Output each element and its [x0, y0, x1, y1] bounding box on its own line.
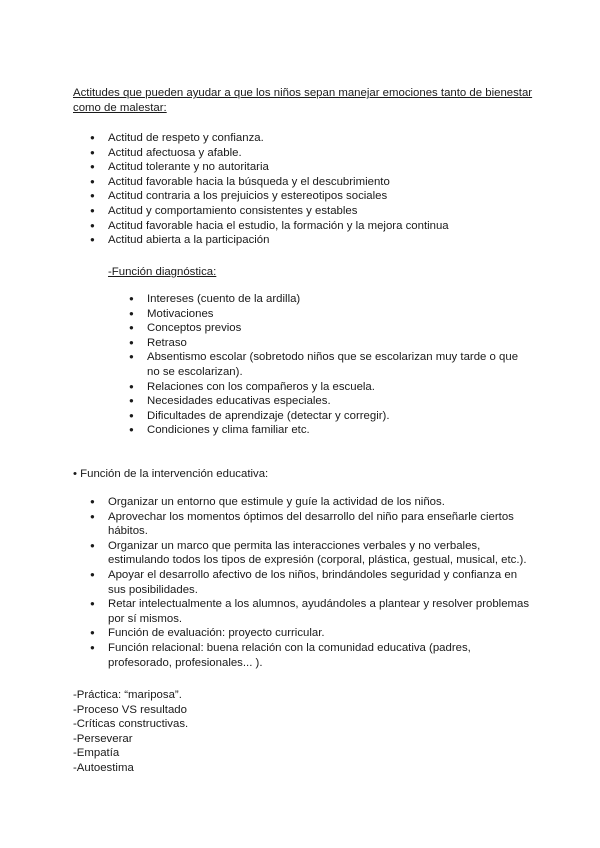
list-item: ● Actitud afectuosa y afable.: [90, 146, 530, 161]
list-item: ● Necesidades educativas especiales.: [129, 394, 529, 409]
list-item: ● Organizar un entorno que estimule y guíe la actividad de los niños.: [90, 495, 530, 510]
list-item: ● Actitud favorable hacia el estudio, la formación y la mejora continua: [90, 219, 530, 234]
attitudes-list: [90, 131, 530, 248]
list-item: ● Actitud abierta a la participación: [90, 233, 530, 248]
list-item: ● Actitud tolerante y no autoritaria: [90, 160, 530, 175]
list-item: ● Absentismo escolar (sobretodo niños que se escolarizan muy tarde o que no se escolarizan).: [129, 350, 529, 379]
list-item: ● Actitud contraria a los prejuicios y estereotipos sociales: [90, 189, 530, 204]
list-item: ● Dificultades de aprendizaje (detectar y corregir).: [129, 409, 529, 424]
list-item: ● Conceptos previos: [129, 321, 529, 336]
note-line: -Empatía: [73, 747, 120, 760]
heading: Actitudes que pueden ayudar a que los niños sepan manejar emociones tanto de bienestar como de malestar:: [73, 87, 533, 114]
list-item: ● Relaciones con los compañeros y la escuela.: [129, 380, 529, 395]
list-item: ● Actitud y comportamiento consistentes y estables: [90, 204, 530, 219]
diagnostic-list: [129, 292, 529, 438]
note-line: -Críticas constructivas.: [73, 718, 189, 731]
list-item: ● Función de evaluación: proyecto curricular.: [90, 626, 530, 641]
list-item: ● Retraso: [129, 336, 529, 351]
intervention-title: • Función de la intervención educativa:: [73, 468, 269, 480]
list-item: ● Actitud favorable hacia la búsqueda y el descubrimiento: [90, 175, 530, 190]
list-item: ● Motivaciones: [129, 307, 529, 322]
note-line: -Práctica: “mariposa”.: [73, 689, 182, 701]
list-item: ● Función relacional: buena relación con la comunidad educativa (padres, profesorado, profesionales... ).: [90, 641, 530, 670]
intervention-list: [90, 495, 530, 670]
list-item: ● Apoyar el desarrollo afectivo de los niños, brindándoles seguridad y confianza en sus posibilidades.: [90, 568, 530, 597]
list-item: ● Intereses (cuento de la ardilla): [129, 292, 529, 307]
list-item: ● Aprovechar los momentos óptimos del desarrollo del niño para enseñarle ciertos hábitos.: [90, 510, 530, 539]
list-item: ● Retar intelectualmente a los alumnos, ayudándoles a plantear y resolver problemas por sí mismos.: [90, 597, 530, 626]
diagnostic-title: -Función diagnóstica:: [108, 266, 217, 278]
list-item: ● Condiciones y clima familiar etc.: [129, 423, 529, 438]
list-item: ● Organizar un marco que permita las interacciones verbales y no verbales, estimulando todos los tipos de expresión (corporal, plástica, gestual, musical, etc.).: [90, 539, 530, 568]
notes: [73, 688, 188, 776]
note-line: -Perseverar: [73, 732, 133, 745]
note-line: -Proceso VS resultado: [73, 703, 187, 716]
note-line: -Autoestima: [73, 761, 134, 774]
list-item: ● Actitud de respeto y confianza.: [90, 131, 530, 146]
